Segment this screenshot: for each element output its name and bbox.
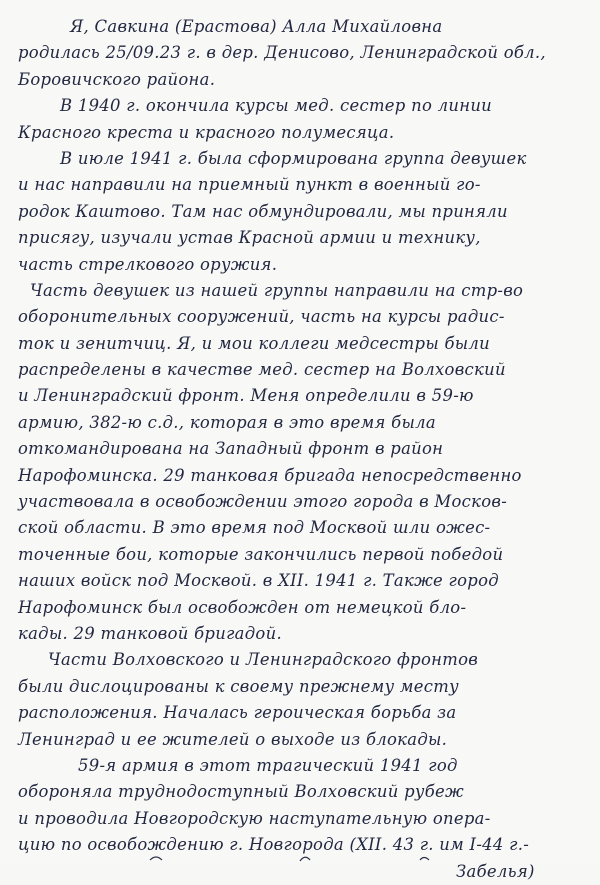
text-line: Нарофоминск был освобожден от немецкой бло- <box>18 597 467 617</box>
cut-off-writing-marks <box>0 848 600 863</box>
text-line: Боровичского района. <box>18 69 216 89</box>
text-line: Нарофоминска. 29 танковая бригада непосредственно <box>18 465 522 485</box>
text-line: расположения. Началась героическая борьба за <box>18 703 457 723</box>
text-line: Забелья) <box>456 861 535 881</box>
text-line: откомандирована на Западный фронт в район <box>18 439 444 459</box>
text-line: были дислоцированы к своему прежнему месту <box>18 676 459 696</box>
text-line: обороняла труднодоступный Волховский рубеж <box>18 782 464 802</box>
text-line: В 1940 г. окончила курсы мед. сестер по линии <box>60 96 493 116</box>
text-line: и Ленинградский фронт. Меня определили в 59-ю <box>18 386 474 406</box>
text-line: ской области. В это время под Москвой шли ожес- <box>18 518 491 538</box>
text-line: В июле 1941 г. была сформирована группа девушек <box>60 148 527 168</box>
text-line: часть стрелкового оружия. <box>18 254 278 274</box>
text-line: армию, 382-ю с.д., которая в это время была <box>18 412 436 432</box>
text-line: родилась 25/09.23 г. в дер. Денисово, Ленинградской обл., <box>18 43 546 63</box>
text-line: распределены в качестве мед. сестер на Волховский <box>18 360 506 380</box>
text-line: цию по освобождению г. Новгорода (XII. 43 г. им I-44 г.- <box>18 835 530 855</box>
text-line: точенные бои, которые закончились первой победой <box>18 544 504 564</box>
text-line: ток и зенитчиц. Я, и мои коллеги медсестры были <box>18 333 491 353</box>
text-line: Красного креста и красного полумесяца. <box>18 122 395 142</box>
text-line: Ленинград и ее жителей о выходе из блокады. <box>18 729 448 749</box>
text-line: присягу, изучали устав Красной армии и технику, <box>18 228 481 248</box>
text-line: участвовала в освобождении этого города в Москов- <box>18 492 508 512</box>
text-line: Части Волховского и Ленинградского фронтов <box>48 650 479 670</box>
handwritten-text <box>18 14 588 885</box>
text-line: кады. 29 танковой бригадой. <box>18 623 282 643</box>
text-line: родок Каштово. Там нас обмундировали, мы приняли <box>18 201 508 221</box>
text-line: 59-я армия в этот трагический 1941 год <box>78 755 458 775</box>
text-line: Я, Савкина (Ерастова) Алла Михайловна <box>70 17 443 36</box>
text-line: Часть девушек из нашей группы направили на стр-во <box>30 280 524 300</box>
text-line: и нас направили на приемный пункт в военный го- <box>18 175 481 195</box>
text-line: наших войск под Москвой. в XII. 1941 г. Также город <box>18 571 499 591</box>
text-line: оборонительных сооружений, часть на курсы радис- <box>18 307 505 327</box>
text-line: и проводила Новгородскую наступательную опера- <box>18 808 491 828</box>
